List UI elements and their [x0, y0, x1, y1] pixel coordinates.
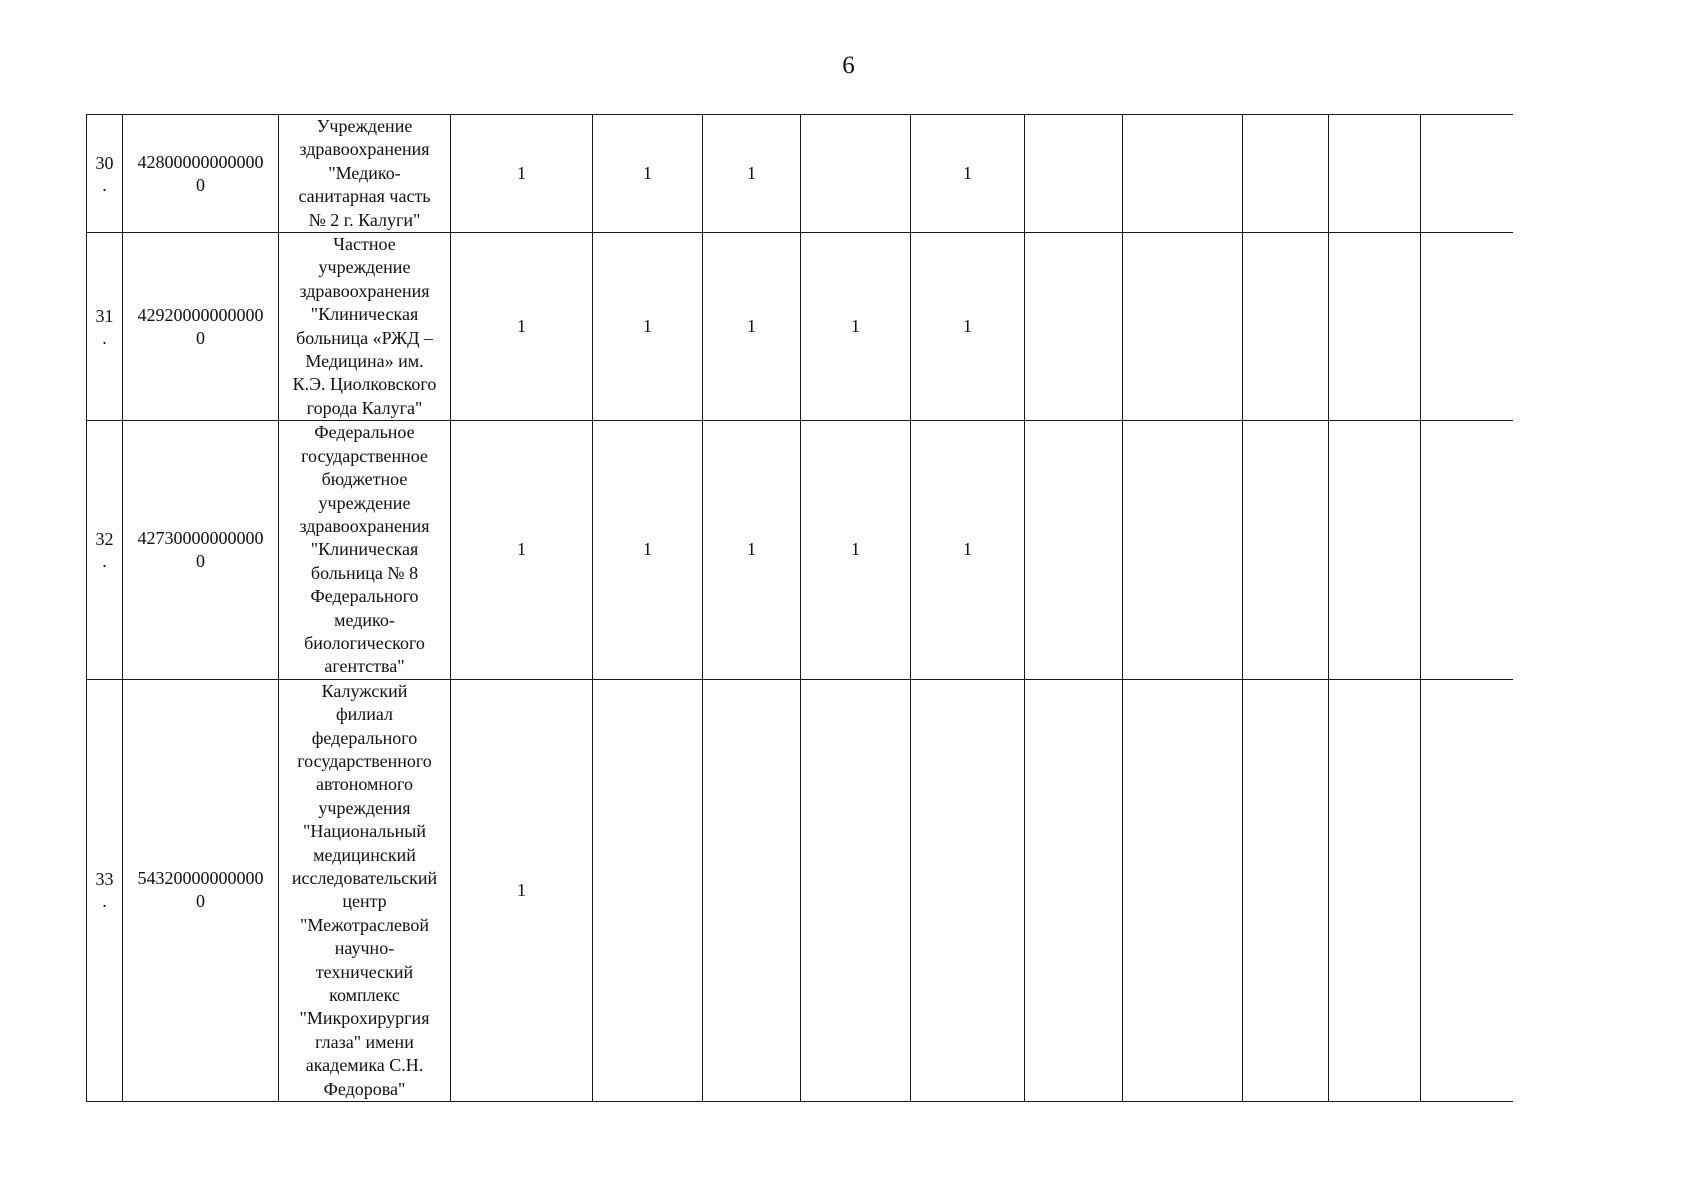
value-cell: [703, 679, 801, 1101]
value-cell: [1243, 679, 1329, 1101]
value-cell: [1329, 115, 1421, 233]
value-cell: [1123, 421, 1243, 679]
code-cell: [123, 115, 279, 233]
row-number-cell: [87, 233, 123, 421]
table-row: [87, 233, 1513, 421]
row-number-cell: [87, 421, 123, 679]
row-number-dot: .: [102, 551, 107, 572]
code-line: 0: [196, 327, 205, 348]
value-cell: [911, 679, 1025, 1101]
data-table: [86, 114, 1513, 1102]
value-cell: 1: [451, 679, 593, 1101]
value-cell: [1421, 233, 1513, 421]
value-cell: [1025, 115, 1123, 233]
value-cell: 1: [911, 421, 1025, 679]
value-cell: 1: [451, 421, 593, 679]
value-cell: 1: [451, 115, 593, 233]
value-cell: [1421, 679, 1513, 1101]
value-cell: [1329, 233, 1421, 421]
value-cell: [1025, 679, 1123, 1101]
value-cell: 1: [451, 233, 593, 421]
row-number-dot: .: [102, 174, 107, 195]
table-row: [87, 679, 1513, 1101]
row-number-dot: .: [102, 327, 107, 348]
value-cell: [1243, 233, 1329, 421]
value-cell: [1243, 115, 1329, 233]
value-cell: [1025, 421, 1123, 679]
value-cell: 1: [703, 233, 801, 421]
value-cell: 1: [703, 421, 801, 679]
value-cell: [1123, 679, 1243, 1101]
code-cell: [123, 233, 279, 421]
value-cell: 1: [703, 115, 801, 233]
code-cell: [123, 679, 279, 1101]
value-cell: 1: [801, 233, 911, 421]
value-cell: [1123, 115, 1243, 233]
value-cell: [1421, 115, 1513, 233]
value-cell: 1: [593, 115, 703, 233]
row-number-cell: [87, 115, 123, 233]
value-cell: [801, 115, 911, 233]
row-number: 31: [95, 305, 114, 326]
code-cell: [123, 421, 279, 679]
value-cell: [593, 679, 703, 1101]
institution-name: Федеральное государственное бюджетное учреждение здравоохранения "Клиническая больница № 8 Федерального медико- биологического агентства": [279, 421, 451, 679]
row-number: 30: [95, 152, 114, 173]
value-cell: [1329, 679, 1421, 1101]
code-line: 54320000000000: [137, 868, 264, 889]
row-number: 33: [95, 869, 114, 890]
row-number: 32: [95, 529, 114, 550]
code-line: 0: [196, 891, 205, 912]
institution-name: Калужский филиал федерального государственного автономного учреждения "Национальный медицинский исследовательский центр "Межотраслевой научно- технический комплекс "Микрохирургия глаза" имени академика С.Н. Федорова": [279, 679, 451, 1101]
code-line: 42800000000000: [137, 151, 264, 172]
page-number: 6: [842, 52, 855, 79]
value-cell: [1243, 421, 1329, 679]
institution-name: Частное учреждение здравоохранения "Клиническая больница «РЖД – Медицина» им. К.Э. Циолковского города Калуга": [279, 233, 451, 421]
value-cell: 1: [593, 421, 703, 679]
value-cell: [1329, 421, 1421, 679]
value-cell: [1123, 233, 1243, 421]
value-cell: 1: [911, 115, 1025, 233]
code-line: 42730000000000: [137, 528, 264, 549]
value-cell: 1: [593, 233, 703, 421]
table-row: [87, 115, 1513, 233]
code-line: 0: [196, 551, 205, 572]
row-number-dot: .: [102, 891, 107, 912]
value-cell: [801, 679, 911, 1101]
code-line: 42920000000000: [137, 304, 264, 325]
institution-name: Учреждение здравоохранения "Медико- санитарная часть № 2 г. Калуги": [279, 115, 451, 233]
value-cell: [1025, 233, 1123, 421]
code-line: 0: [196, 174, 205, 195]
row-number-cell: [87, 679, 123, 1101]
value-cell: 1: [801, 421, 911, 679]
table-row: [87, 421, 1513, 679]
value-cell: 1: [911, 233, 1025, 421]
value-cell: [1421, 421, 1513, 679]
